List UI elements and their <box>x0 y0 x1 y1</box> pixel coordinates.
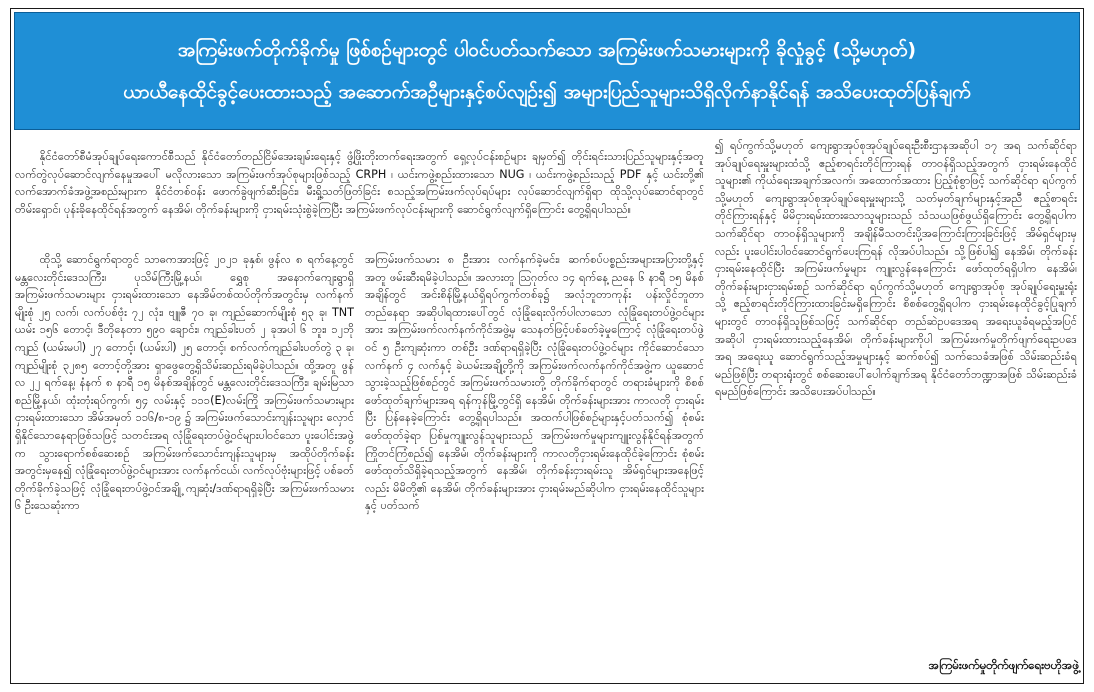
headline-line-2: ယာယီနေထိုင်ခွင့်ပေးထားသည့် အဆောက်အဦများနှင့်စပ်လျဉ်း၍ အများပြည်သူများသိရှိလိုက်နာနိုင်ရန် အသိပေးထုတ်ပြန်ချက် <box>123 81 971 103</box>
column-2 <box>365 251 704 681</box>
column-3-text: ၍ ရပ်ကွက်သို့မဟုတ် ကျေးရွာအုပ်စုအုပ်ချုပ်ရေးဦးစီးဌာနအဆိုပါ ၁၇ အရ သက်ဆိုင်ရာအုပ်ချုပ်ရေးမှူးများထံသို့ ဧည့်စာရင်းတိုင်ကြားရန် တာဝန်ရှိသည့်အတွက် ငှားရမ်းနေထိုင်သူများ၏ ကိုယ်ရေးအချက်အလက်၊ အထောက်အထား ပြည့်စုံစွာဖြင့် သက်ဆိုင်ရာ ရပ်ကွက်သို့မဟုတ် ကျေးရွာအုပ်စုအုပ်ချုပ်ရေးမှူးများသို့ သတ်မှတ်ချက်များနှင့်အညီ ဧည့်စာရင်းတိုင်ကြားရန်နှင့် မိမိငှားရမ်းထားသောသူများသည် သံသယဖြစ်ဖွယ်ရှိကြောင်း တွေ့ရှိရပါက သက်ဆိုင်ရာ တာဝန်ရှိသူများကို အချိန်မီသတင်းပို့အကြောင်းကြားခြင်းဖြင့် အိမ်ရှင်များမှလည်း ပူးပေါင်းပါဝင်ဆောင်ရွက်ပေးကြရန် လိုအပ်ပါသည်။ သို့ဖြစ်ပါ၍ နေအိမ်၊ တိုက်ခန်း ငှားရမ်းနေထိုင်ပြီး အကြမ်းဖက်မှုများ ကျူးလွန်နေကြောင်း ဖော်ထုတ်ရရှိပါက နေအိမ်၊ တိုက်ခန်းများငှားရမ်းစဉ် သက်ဆိုင်ရာ ရပ်ကွက်သို့မဟုတ် ကျေးရွာအုပ်စု အုပ်ချုပ်ရေးမှူးရုံးသို့ ဧည့်စာရင်းတိုင်ကြားထားခြင်းမရှိကြောင်း စိစစ်တွေ့ရှိရပါက ငှားရမ်းနေထိုင်ခွင့်ပြုချက်များတွင် တာဝန်ရှိသူဖြစ်သဖြင့် သက်ဆိုင်ရာ တည်ဆဲဥပဒေအရ အရေးယူခံရမည့်အပြင် အဆိုပါ ငှားရမ်းထားသည့်နေအိမ်၊ တိုက်ခန်းများကိုပါ အကြမ်းဖက်မှုတိုက်ဖျက်ရေးဥပဒေအရ အရေးယူ ဆောင်ရွက်သည့်အမှုများနှင့် ဆက်စပ်၍ သက်သေခံအဖြစ် သိမ်းဆည်းခံရမည်ဖြစ်ပြီး တရားရုံးတွင် စစ်ဆေးပေါ်ပေါက်ချက်အရ နိုင်ငံတော်ဘဏ္ဍာအဖြစ် သိမ်းဆည်းခံရမည်ဖြစ်ကြောင်း အသိပေးအပ်ပါသည်။ <box>715 139 1077 399</box>
intro-paragraph: နိုင်ငံတော်စီမံအုပ်ချုပ်ရေးကောင်စီသည် နိုင်ငံတော်တည်ငြိမ်အေးချမ်းရေးနှင့် ဖွံ့ဖြိုးတိုးတက်ရေးအတွက် ရှေ့လုပ်ငန်းစဉ်များ ချမှတ်၍ တိုင်းရင်းသားပြည်သူများနှင့်အတူ လက်တွဲလုပ်ဆောင်လျက်နေမှုအပေါ် မလိုလားသော အကြမ်းဖက်အုပ်စုများဖြစ်သည့် CRPH ၊ ယင်းကဖွဲ့စည်းထားသော NUG ၊ ယင်းကဖွဲ့စည်းသည့် PDF နှင့် ယင်းတို့၏ လက်အောက်ခံအဖွဲ့အစည်းများက နိုင်ငံတစ်ဝန်း ဖောက်ခွဲဖျက်ဆီးခြင်း၊ မီးရှို့သတ်ဖြတ်ခြင်း စသည့်အကြမ်းဖက်လုပ်ရပ်များ လုပ်ဆောင်လျက်ရှိရာ ထိုသို့လုပ်ဆောင်ရာတွင် တိမ်းရှောင်၊ ပုန်းခိုနေထိုင်ရန်အတွက် နေအိမ်၊ တိုက်ခန်းများကို ငှားရမ်းသုံးစွဲခဲ့ကြပြီး အကြမ်းဖက်လုပ်ငန်းများကို ဆောင်ရွက်လျက်ရှိကြောင်း တွေ့ရှိရပါသည်။ <box>15 150 704 216</box>
headline-line-1: အကြမ်းဖက်တိုက်ခိုက်မှု ဖြစ်စဉ်များတွင် ပါဝင်ပတ်သက်သော အကြမ်းဖက်သမားများကို ခိုလှုံခွင့် (သို့မဟုတ်) <box>177 39 917 61</box>
notice-page <box>10 8 1084 684</box>
headline-banner <box>14 12 1080 130</box>
column-1 <box>15 251 354 681</box>
column-2-text: အကြမ်းဖက်သမား ၈ ဦးအား လက်နက်ခဲ့မင်း၊ ဆက်စပ်ပစ္စည်းအများအပြားတို့နှင့်အတူ ဖမ်းဆီးရမိခဲ့ပါသည်။ အလားတူ ဩဂုတ်လ ၁၄ ရက်နေ့ ညနေ ၆ နာရီ ၁၅ မိနစ်အချိန်တွင် အင်းစိန်မြို့နယ်ရှိရပ်ကွက်တစ်ခု၌ အလုံဘူတာကုန်း ပန်းလှိုင်ဘူတာတည်နေရာ အဆိုပါရထားပေါ်တွင် လုံခြုံရေးလိုက်ပါလာသော လုံခြုံရေးတပ်ဖွဲ့ဝင်များအား အကြမ်းဖက်လက်နက်ကိုင်အဖွဲ့မှ သေနတ်ဖြင့်ပစ်ခတ်ခဲ့မှုကြောင့် လုံခြုံရေးတပ်ဖွဲ့ဝင် ၅ ဦးကျဆုံးကာ တစ်ဦး ဒဏ်ရာရရှိခဲ့ပြီး လုံခြုံရေးတပ်ဖွဲ့ဝင်များ ကိုင်ဆောင်သော လက်နက် ၄ လက်နှင့် ခဲယမ်းအချို့တို့ကို အကြမ်းဖက်လက်နက်ကိုင်အဖွဲ့က ယူဆောင်သွားခဲ့သည့်ဖြစ်စဉ်တွင် အကြမ်းဖက်သမားတို့ တိုက်ခိုက်ရာတွင် တရားခံများကို စိစစ်ဖော်ထုတ်ချက်များအရ ရန်ကုန်မြို့တွင်ရှိ နေအိမ်၊ တိုက်ခန်းများအား ကာလတို ငှားရမ်းပြီး ပြန်နေခဲ့ကြောင်း တွေ့ရှိရပါသည်။ အထက်ပါဖြစ်စဉ်များနှင့်ပတ်သက်၍ စုံစမ်းဖော်ထုတ်ခဲ့ရာ ပြစ်မှုကျူးလွန်သူများသည် အကြမ်းဖက်မှုများကျူးလွန်နိုင်ရန်အတွက် ကြိုတင်ကြံစည်၍ နေအိမ်၊ တိုက်ခန်းများကို ကာလတိုငှားရမ်းနေထိုင်ခဲ့ကြောင်း စုံစမ်းဖော်ထုတ်သိရှိခဲ့ရသည့်အတွက် နေအိမ်၊ တိုက်ခန်းငှားရမ်းသူ အိမ်ရှင်များအနေဖြင့်လည်း မိမိတို့၏ နေအိမ်၊ တိုက်ခန်းများအား ငှားရမ်းမည်ဆိုပါက ငှားရမ်းနေထိုင်သူများနှင့် ပတ်သက် <box>365 253 704 513</box>
article-body <box>15 137 1081 681</box>
column-3 <box>715 137 1077 637</box>
column-1-text: ထိုသို့ ဆောင်ရွက်ရာတွင် သာဓကအားဖြင့် ၂၀၂၁ ခုနှစ်၊ ဖွန်လ ၈ ရက်နေ့တွင် မန္တလေးတိုင်းဒေသကြီး၊ ပုသိမ်ကြီးမြို့နယ်၊ ရွှေစု အနောက်ကျေးရွာရှိ အကြမ်းဖက်သမားများ ငှားရမ်းထားသော နေအိမ်တစ်ထပ်တိုက်အတွင်းမှ လက်နက်မျိုးစုံ ၂၅ လက်၊ လက်ပစ်ဗုံး ၇၂ လုံး၊ ဗျူဇီ ၇၀ ခု၊ ကျည်ဆောက်မျိုးစုံ ၅၃ ခု၊ TNT ယမ်း ၁၅၆ တောင့်၊ ဒီတိုနေတာ ၅၉၀ ချောင်း၊ ကျည်ခါးပတ် ၂ ခုအပါ ၆ ဘူး၊ ၁၂ဘိုကျည် (ယမ်းမပါ) ၂၇ တောင့်၊ (ယမ်းပါ) ၂၅ တောင့်၊ စက်လက်ကျည်ခါးပတ်တွဲ ၃ ခု၊ ကျည်မျိုးစုံ ၃၂၈၅ တောင့်တို့အား ရှာဖွေတွေ့ရှိသိမ်းဆည်းရမိခဲ့ပါသည်။ ထို့အတူ ဖွန်လ ၂၂ ရက်နေ့၊ နံနက် ၈ နာရီ ၁၅ မိနစ်အချိန်တွင် မန္တလေးတိုင်းဒေသကြီး၊ ချမ်းမြသာစည်မြို့နယ်၊ ထုံးတုံးရပ်ကွက်၊ ၅၄ လမ်းနှင့် ၁၁၁(E)လမ်းကြို အကြမ်းဖက်သမားများ ငှားရမ်းထားသော အိမ်အမှတ် ၁၁၆/၈-၁၉ ၌ အကြမ်းဖက်သောင်းကျန်းသူများ လှောင်ရှိနိုင်သောနေရာဖြစ်သဖြင့် သတင်းအရ လုံခြုံရေးတပ်ဖွဲ့ဝင်များပါဝင်သော ပူးပေါင်းအဖွဲ့က သွားရောက်စစ်ဆေးစဉ် အကြမ်းဖက်သောင်းကျန်းသူများမှ အထိုပ်တိုက်ခန်းအတွင်းမှနေ၍ လုံခြုံရေးတပ်ဖွဲ့ဝင်များအား လက်နက်ငယ်၊ လက်လုပ်ဗုံးများဖြင့် ပစ်ခတ်တိုက်ခိုက်ခဲ့သဖြင့် လုံခြုံရေးတပ်ဖွဲ့ဝင်အချို့ ကျဆုံး/ဒဏ်ရာရရှိခဲ့ပြီး အကြမ်းဖက်သမား ၆ ဦးသေဆုံးကာ <box>15 253 354 513</box>
signature: အကြမ်းဖက်မှုတိုက်ဖျက်ရေးဗဟိုအဖွဲ့ <box>928 658 1079 672</box>
